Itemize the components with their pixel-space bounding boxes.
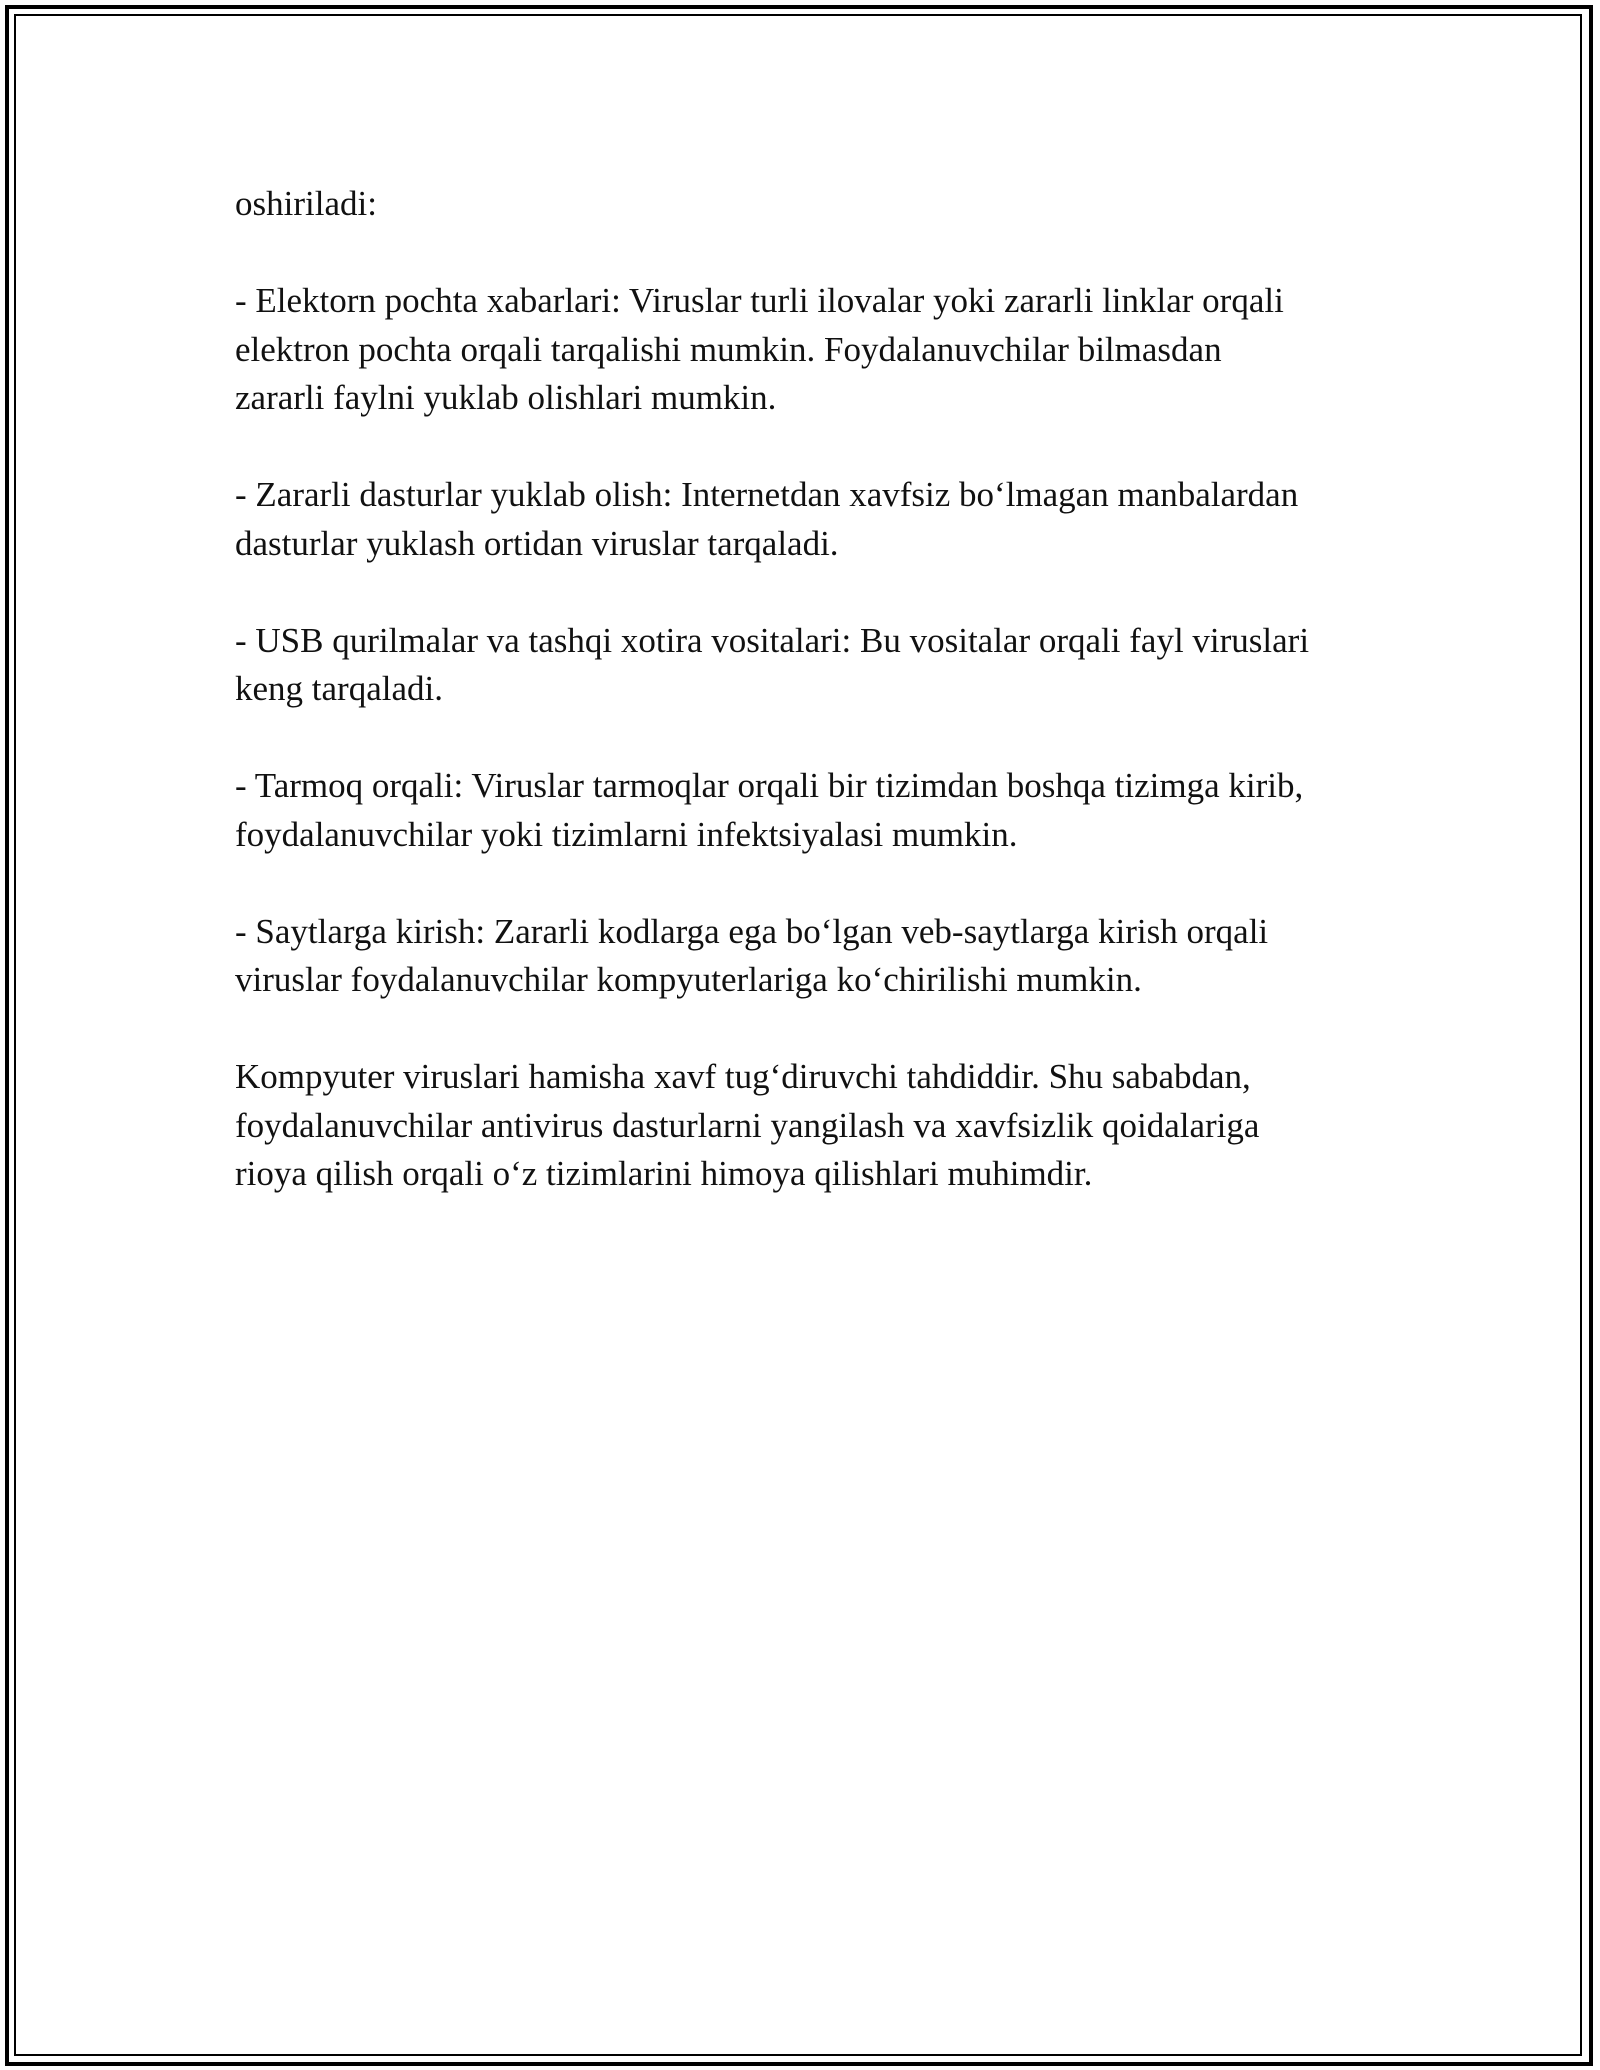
text-line: viruslar foydalanuvchilar kompyuterlariga ko‘chirilishi mumkin.	[235, 960, 1142, 999]
paragraph-continuation	[235, 180, 1385, 229]
conclusion-paragraph	[235, 1053, 1385, 1199]
text-line: - USB qurilmalar va tashqi xotira vositalari: Bu vositalar orqali fayl viruslari	[235, 620, 1310, 660]
list-item-network	[235, 762, 1385, 859]
text-line: - Elektorn pochta xabarlari: Viruslar turli ilovalar yoki zararli linklar orqali	[235, 281, 1284, 320]
list-item-email	[235, 277, 1385, 423]
text-line: foydalanuvchilar yoki tizimlarni infektsiyalasi mumkin.	[235, 814, 1018, 854]
text-line: zararli faylni yuklab olishlari mumkin.	[235, 378, 777, 417]
text-line: elektron pochta orqali tarqalishi mumkin. Foydalanuvchilar bilmasdan	[235, 329, 1222, 369]
text-line: dasturlar yuklash ortidan viruslar tarqaladi.	[235, 523, 839, 563]
text-line: - Zararli dasturlar yuklab olish: Internetdan xavfsiz bo‘lmagan manbalardan	[235, 475, 1299, 514]
text-line: foydalanuvchilar antivirus dasturlarni yangilash va xavfsizlik qoidalariga	[235, 1105, 1260, 1145]
list-item-downloads	[235, 471, 1385, 568]
text-line: oshiriladi:	[235, 184, 377, 223]
text-line: Kompyuter viruslari hamisha xavf tug‘diruvchi tahdiddir. Shu sababdan,	[235, 1057, 1251, 1096]
list-item-websites	[235, 908, 1385, 1005]
list-item-usb	[235, 617, 1385, 714]
page-body	[235, 180, 1385, 1199]
text-line: keng tarqaladi.	[235, 669, 443, 708]
text-line: - Saytlarga kirish: Zararli kodlarga ega bo‘lgan veb-saytlarga kirish orqali	[235, 911, 1269, 951]
text-line: rioya qilish orqali o‘z tizimlarini himoya qilishlari muhimdir.	[235, 1154, 1093, 1193]
text-line: - Tarmoq orqali: Viruslar tarmoqlar orqali bir tizimdan boshqa tizimga kirib,	[235, 766, 1304, 805]
